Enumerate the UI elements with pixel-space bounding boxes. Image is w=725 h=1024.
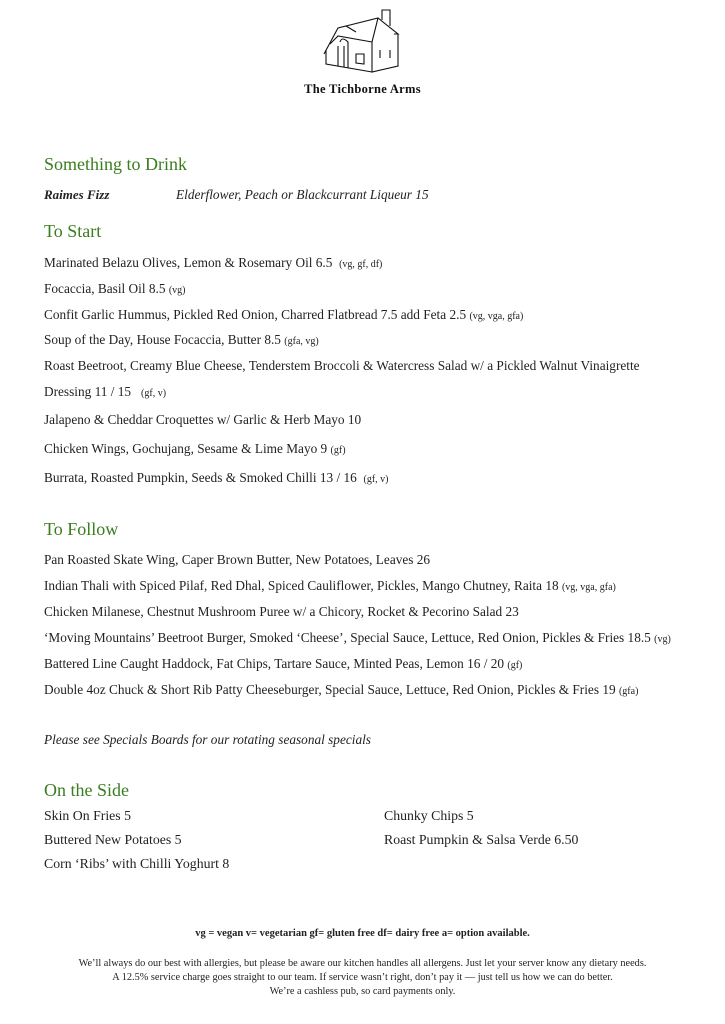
menu-item: Marinated Belazu Olives, Lemon & Rosemary Oil 6.5 (vg, gf, df) xyxy=(44,255,383,270)
side-item: Corn ‘Ribs’ with Chilli Yoghurt 8 xyxy=(44,856,230,871)
footer-notes xyxy=(0,957,725,999)
specials-note: Please see Specials Boards for our rotating seasonal specials xyxy=(44,732,371,747)
drink-name: Raimes Fizz xyxy=(44,187,110,202)
menu-item: Dressing 11 / 15 (gf, v) xyxy=(44,384,167,399)
cashless-note: We’re a cashless pub, so card payments only. xyxy=(269,986,456,997)
menu-item: Roast Beetroot, Creamy Blue Cheese, Tenderstem Broccoli & Watercress Salad w/ a Pickled Walnut Vinaigrette xyxy=(44,358,640,373)
service-charge-note: A 12.5% service charge goes straight to our team. If service wasn’t right, don’t pay it — just tell us how we can do better. xyxy=(112,972,613,983)
side-item: Skin On Fries 5 xyxy=(44,808,132,823)
drink-description: Elderflower, Peach or Blackcurrant Liqueur 15 xyxy=(176,187,429,202)
menu-item: Chicken Wings, Gochujang, Sesame & Lime Mayo 9 (gf) xyxy=(44,441,346,456)
section-title-drinks: Something to Drink xyxy=(44,154,187,174)
menu-item: Pan Roasted Skate Wing, Caper Brown Butter, New Potatoes, Leaves 26 xyxy=(44,552,431,567)
menu-item: Double 4oz Chuck & Short Rib Patty Cheeseburger, Special Sauce, Lettuce, Red Onion, Pickles & Fries 19 (gfa) xyxy=(44,682,639,697)
dietary-legend: vg = vegan v= vegetarian gf= gluten free df= dairy free a= option available. xyxy=(195,928,530,939)
section-title-start: To Start xyxy=(44,221,102,241)
menu-item: Chicken Milanese, Chestnut Mushroom Puree w/ a Chicory, Rocket & Pecorino Salad 23 xyxy=(44,604,519,619)
menu-item: Focaccia, Basil Oil 8.5 (vg) xyxy=(44,281,186,296)
menu-item: Confit Garlic Hummus, Pickled Red Onion, Charred Flatbread 7.5 add Feta 2.5 (vg, vga, gfa) xyxy=(44,307,524,322)
menu-item: Battered Line Caught Haddock, Fat Chips, Tartare Sauce, Minted Peas, Lemon 16 / 20 (gf) xyxy=(44,656,523,671)
allergy-note: We’ll always do our best with allergies, but please be aware our kitchen handles all allergens. Just let your server know any dietary needs. xyxy=(78,958,647,969)
side-item: Buttered New Potatoes 5 xyxy=(44,832,182,847)
menu-item: Burrata, Roasted Pumpkin, Seeds & Smoked Chilli 13 / 16 (gf, v) xyxy=(44,470,389,485)
menu-item: Soup of the Day, House Focaccia, Butter 8.5 (gfa, vg) xyxy=(44,332,319,347)
menu-item: Jalapeno & Cheddar Croquettes w/ Garlic & Herb Mayo 10 xyxy=(44,412,362,427)
thatched-cottage-icon xyxy=(316,6,410,76)
side-item: Roast Pumpkin & Salsa Verde 6.50 xyxy=(384,832,579,847)
brand-name: The Tichborne Arms xyxy=(304,82,421,96)
section-title-follow: To Follow xyxy=(44,519,119,539)
menu-item: Indian Thali with Spiced Pilaf, Red Dhal, Spiced Cauliflower, Pickles, Mango Chutney, Raita 18 (vg, vga, gfa) xyxy=(44,578,616,593)
side-item: Chunky Chips 5 xyxy=(384,808,474,823)
menu-item: ‘Moving Mountains’ Beetroot Burger, Smoked ‘Cheese’, Special Sauce, Lettuce, Red Onion, Pickles & Fries 18.5 (vg) xyxy=(44,630,671,645)
section-title-sides: On the Side xyxy=(44,780,129,800)
